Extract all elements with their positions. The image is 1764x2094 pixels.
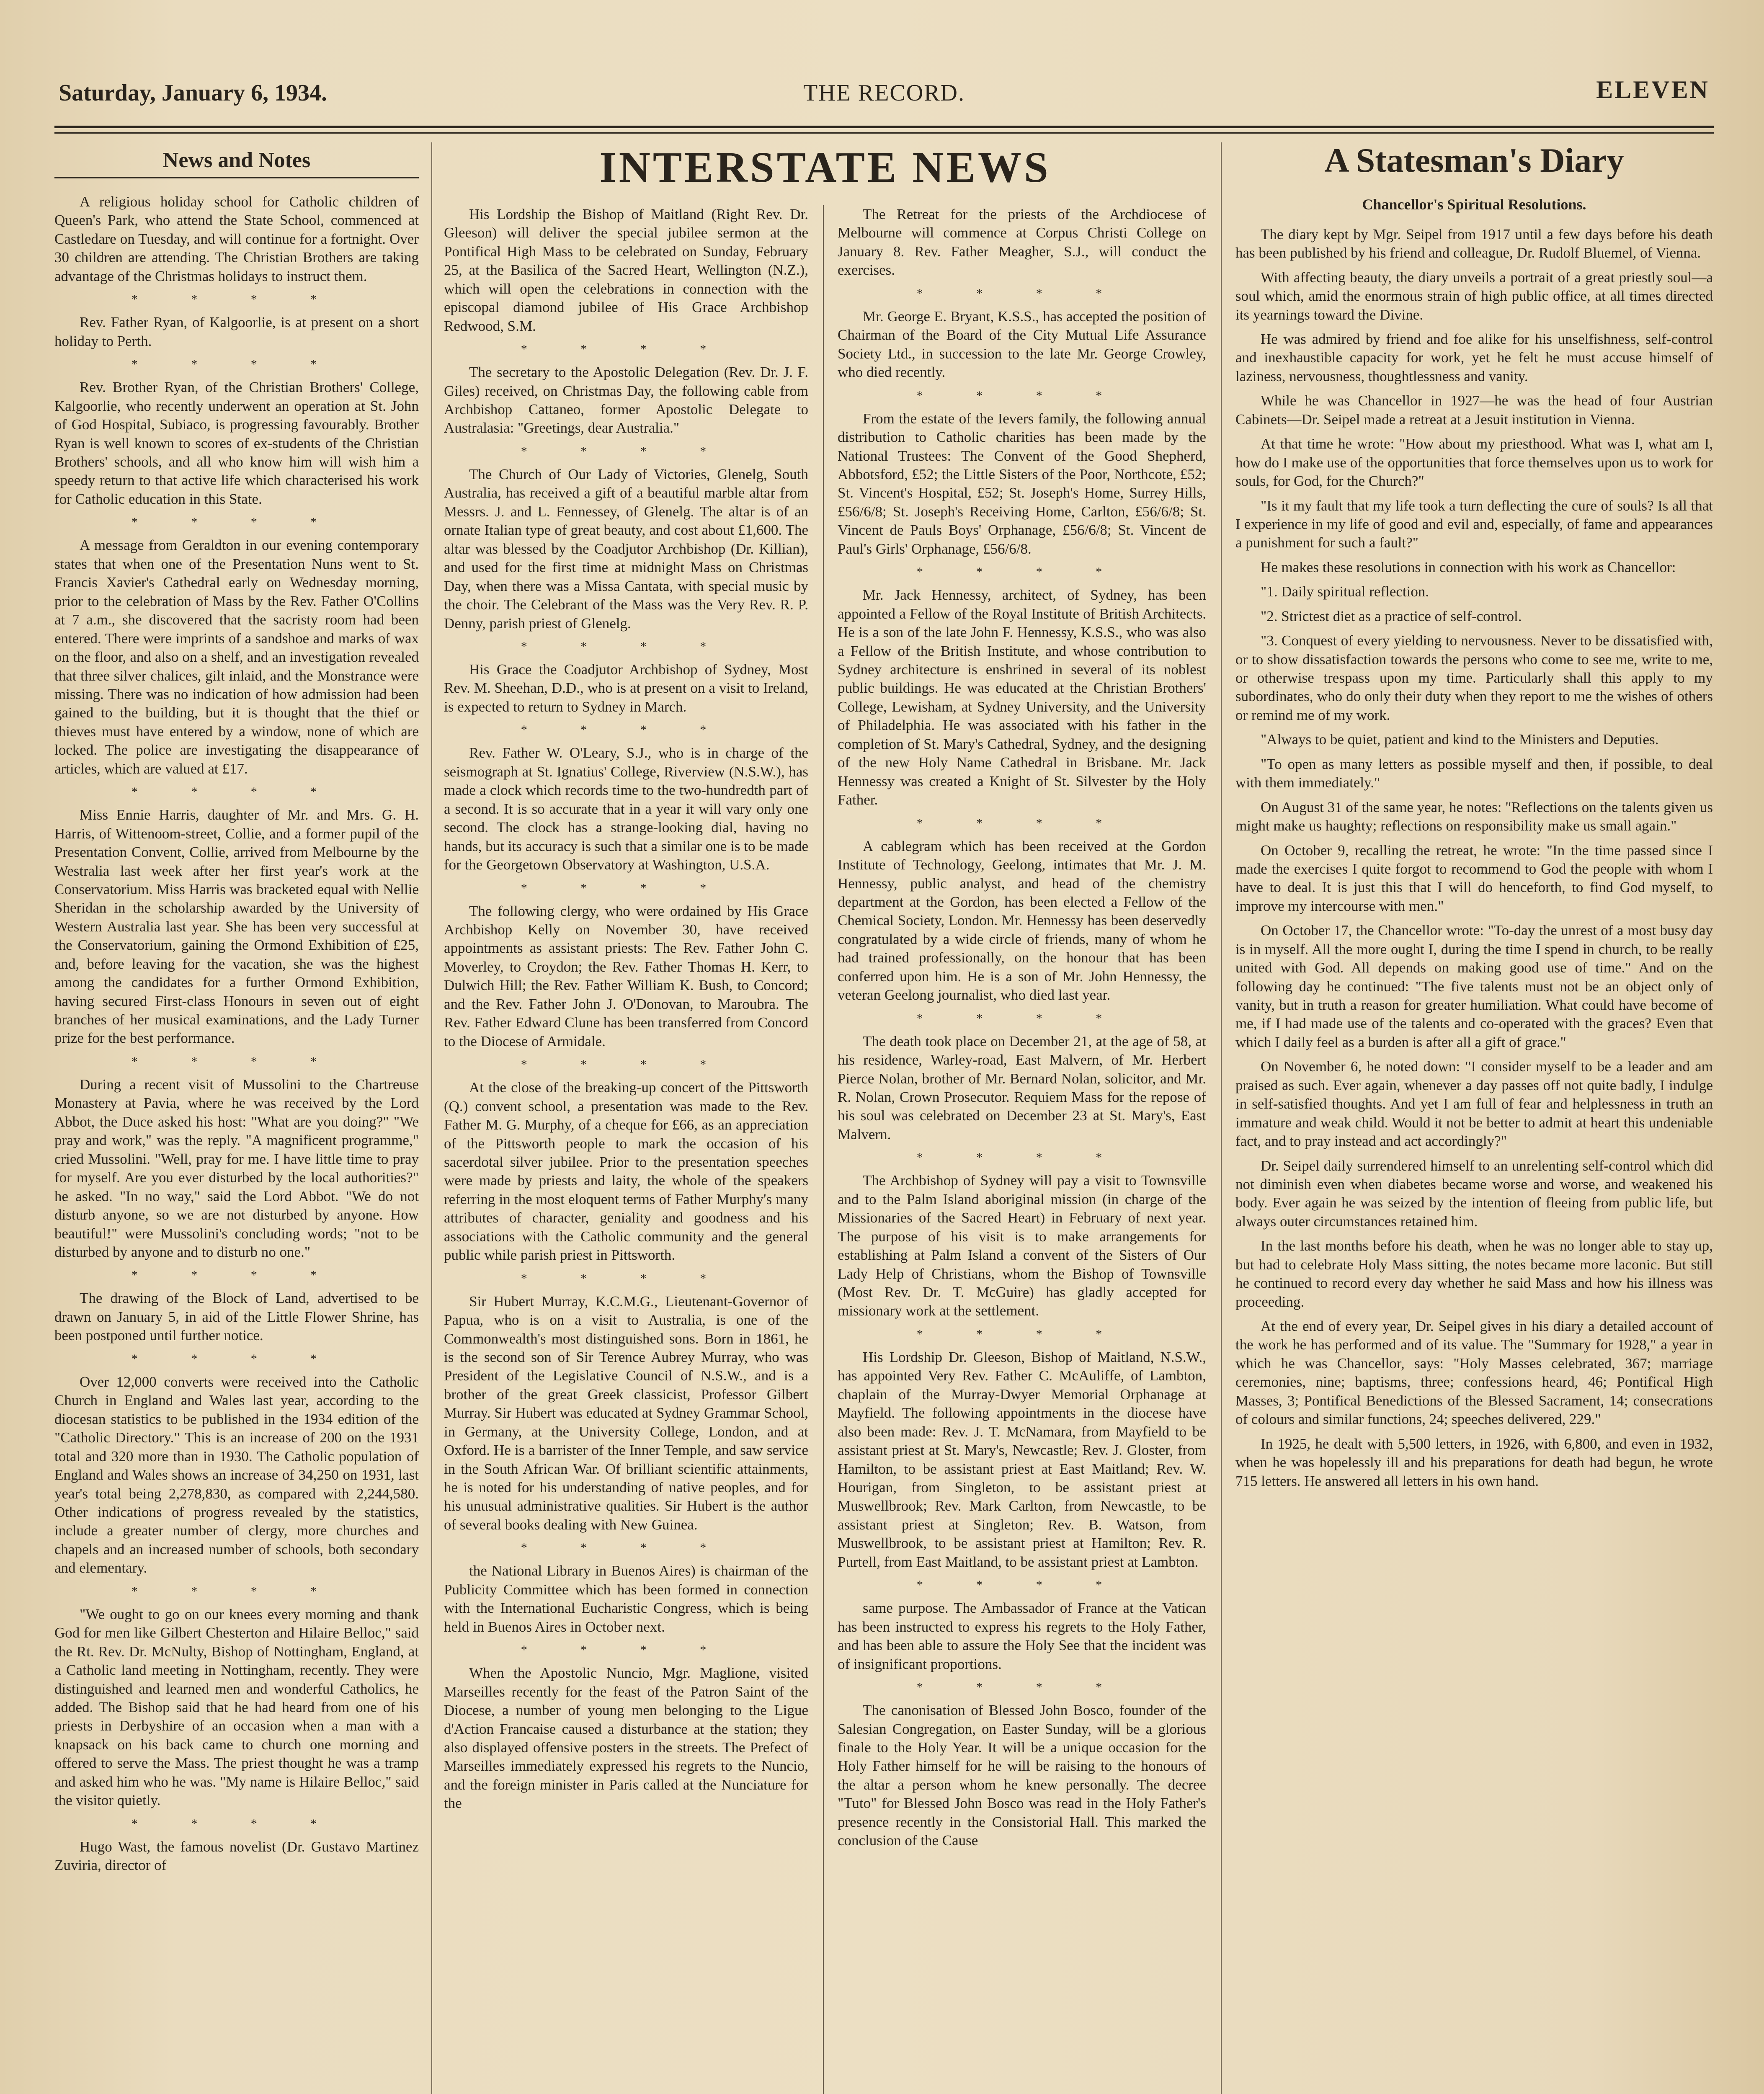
separator-stars: * * * *: [916, 1011, 1127, 1025]
header-rule-thin: [54, 132, 1714, 134]
separator-stars: * * * *: [521, 639, 732, 653]
paragraph: The death took place on December 21, at the age of 58, at his residence, Warley-road, East Malvern, of Mr. Herbert Pierce Nolan, brother of Mr. Bernard Nolan, solicitor, and Mr. R. Nolan, Crown Prosecutor. Requiem Mass for the repose of his soul was celebrated on December 23 at St. Mary's, East Malvern.: [838, 1033, 1206, 1142]
paragraph: Miss Ennie Harris, daughter of Mr. and Mrs. G. H. Harris, of Wittenoom-street, Collie, and a former pupil of the Presentation Convent, Collie, arrived from Melbourne by the Westralia last week after her first year's work at the Conservatorium. Miss Harris was bracketed equal with Nellie Sheridan in the scholarship awarded by the University of Western Australia last year. She has been very successful at the Conservatorium, gaining the Ormond Exhibition of £25, and, before leaving for the vacation, she was the highest among the candidates for a further Ormond Exhibition, having secured First-class Honours in seven out of eight branches of her musical examinations, and the Lady Turner prize for the best performance.: [54, 807, 419, 1047]
separator-stars: * * * *: [521, 1643, 732, 1657]
paragraph: The drawing of the Block of Land, advertised to be drawn on January 5, in aid of the Little Flower Shrine, has been postponed until further notice.: [54, 1290, 419, 1344]
interstate-news-column-b: [838, 205, 1206, 2094]
issue-date: Saturday, January 6, 1934.: [59, 80, 327, 106]
separator-stars: * * * *: [521, 1541, 732, 1555]
column-divider: [431, 142, 432, 2094]
paragraph: Mr. Jack Hennessy, architect, of Sydney, has been appointed a Fellow of the Royal Institute of British Architects. He is a son of the late John F. Hennessy, K.S.S., who was also a Fellow of the British Institute, and whose contribution to Sydney architecture is enshrined in several of its noblest public buildings. He was educated at the Christian Brothers' College, Lewisham, at Sydney University, and the University of Philadelphia. He was associated with his father in the completion of St. Mary's Cathedral, Sydney, and the designing of the new Holy Name Cathedral in Brisbane. Mr. Jack Hennessy was created a Knight of St. Silvester by the Holy Father.: [838, 587, 1206, 808]
paragraph: Rev. Father W. O'Leary, S.J., who is in charge of the seismograph at St. Ignatius' College, Riverview (N.S.W.), has made a clock which records time to the two-hundredth part of a second. It is so accurate that in a year it will vary only one second. The clock has a strange-looking dial, having no hands, but its accuracy is such that a similar one is to be made for the Georgetown Observatory at Washington, U.S.A.: [444, 745, 808, 873]
separator-stars: * * * *: [131, 292, 342, 307]
paragraph: Rev. Father Ryan, of Kalgoorlie, is at present on a short holiday to Perth.: [54, 314, 419, 349]
header-rule: [54, 126, 1714, 128]
paragraph: The canonisation of Blessed John Bosco, founder of the Salesian Congregation, on Easter Sunday, will be a glorious finale to the Holy Year. It will be a unique occasion for the Holy Father himself for he will be raising to the honours of the altar a person whom he knew personally. The decree "Tuto" for Blessed John Bosco was read in the Holy Father's presence recently in the Consistorial Hall. This marked the conclusion of the Cause: [838, 1702, 1206, 1849]
separator-stars: * * * *: [916, 1578, 1127, 1592]
paragraph: The secretary to the Apostolic Delegation (Rev. Dr. J. F. Giles) received, on Christmas Day, the following cable from Archbishop Cattaneo, former Apostolic Delegate to Australasia: "Greetings, dear Australia.": [444, 364, 808, 436]
paragraph: The following clergy, who were ordained by His Grace Archbishop Kelly on November 30, have received appointments as assistant priests: The Rev. Father John C. Moverley, to Croydon; the Rev. Father Thomas H. Kerr, to Dulwich Hill; the Rev. Father William K. Bush, to Concord; and the Rev. Father John J. O'Donovan, to Maroubra. The Rev. Father Edward Clune has been transferred from Concord to the Diocese of Armidale.: [444, 903, 808, 1050]
article-body: [444, 205, 808, 1813]
interstate-news-banner: INTERSTATE NEWS: [599, 143, 1051, 191]
paragraph: "Always to be quiet, patient and kind to the Ministers and Deputies.: [1261, 731, 1659, 748]
paragraph: When the Apostolic Nuncio, Mgr. Maglione, visited Marseilles recently for the feast of the Patron Saint of the Diocese, a number of young men belonging to the Ligue d'Action Francaise caused a disturbance at the station; they also displayed offensive posters in the streets. The Prefect of Marseilles immediately expressed his regrets to the Nuncio, and the foreign minister in Paris called at the Nunciature for the: [444, 1665, 808, 1812]
article-subtitle: Chancellor's Spiritual Resolutions.: [1362, 196, 1586, 213]
paragraph: With affecting beauty, the diary unveils a portrait of a great priestly soul—a soul which, amid the enormous strain of high public office, at all times directed its yearnings toward the Divine.: [1235, 269, 1713, 323]
paragraph: His Lordship Dr. Gleeson, Bishop of Maitland, N.S.W., has appointed Very Rev. Father C. McAuliffe, of Lambton, chaplain of the Murray-Dwyer Memorial Orphanage at Mayfield. The following appointments in the diocese have also been made: Rev. J. T. McNamara, from Mayfield to be assistant priest at St. Mary's, Newcastle; Rev. J. Gloster, from Hamilton, to be assistant priest at East Maitland; Rev. W. Hourigan, from Singleton, to be assistant priest at Muswellbrook; Rev. Mark Carlton, from Newcastle, to be assistant priest at Singleton; Rev. B. Watson, from Muswellbrook, to be assistant priest at Hamilton; Rev. R. Purtell, from East Maitland, to be assistant priest at Lambton.: [838, 1349, 1206, 1570]
section-title: News and Notes: [162, 148, 311, 172]
separator-stars: * * * *: [916, 1680, 1127, 1694]
paragraph: At the close of the breaking-up concert of the Pittsworth (Q.) convent school, a presentation was made to the Rev. Father M. G. Murphy, of a cheque for £66, as an appreciation of the Pittsworth people to mark the occasion of his sacerdotal silver jubilee. Prior to the presentation speeches were made by priests and laity, the whole of the speakers referring in the most eloquent terms of Father Murphy's many attributes of character, geniality and goodness and his associations with the Catholic community and the general public while parish priest in Pittsworth.: [444, 1079, 808, 1264]
paragraph: On August 31 of the same year, he notes: "Reflections on the talents given us might make us haughty; reflections on responsibility make us small again.": [1235, 799, 1713, 834]
article-title: A Statesman's Diary: [1324, 142, 1624, 179]
paragraph: A religious holiday school for Catholic children of Queen's Park, who attend the State School, commenced at Castledare on Tuesday, and will continue for a fortnight. Over 30 children are attending. The Christian Brothers are taking advantage of the Christmas holidays to instruct them.: [54, 193, 419, 284]
paragraph: The Archbishop of Sydney will pay a visit to Townsville and to the Palm Island aboriginal mission (in charge of the Missionaries of the Sacred Heart) in February of next year. The purpose of his visit is to make arrangements for establishing at Palm Island a convent of the Sisters of Our Lady Help of Christians, whom the Bishop of Townsville (Most Rev. Dr. T. McGuire) has gladly accepted for missionary work at the settlement.: [838, 1172, 1206, 1319]
column-divider: [1221, 142, 1222, 2094]
separator-stars: * * * *: [916, 565, 1127, 579]
paragraph: The diary kept by Mgr. Seipel from 1917 until a few days before his death has been published by his friend and colleague, Dr. Rudolf Bluemel, of Vienna.: [1235, 226, 1713, 261]
paragraph: A message from Geraldton in our evening contemporary states that when one of the Presentation Nuns went to St. Francis Xavier's Cathedral early on Wednesday morning, prior to the celebration of Mass by the Rev. Father O'Collins at 7 a.m., she discovered that the sacristy room had been entered. There were imprints of a sandshoe and marks of wax on the floor, and also on a shelf, and an investigation revealed that three silver chalices, gilt inlaid, and the Monstrance were missing. There was no indication of how admission had been gained to the building, but it is thought that the thief or thieves must have entered by a window, none of which are locked. The police are investigating the disappearance of articles, which are valued at £17.: [54, 537, 419, 777]
separator-stars: * * * *: [916, 1327, 1127, 1341]
separator-stars: * * * *: [131, 357, 342, 371]
statesmans-diary-column: [1235, 142, 1713, 2094]
paragraph: On October 9, recalling the retreat, he wrote: "In the time passed since I made the exercises I quite forgot to recommend to God the people with whom I have to deal. It is just this that I will do henceforth, to find God myself, to improve my intercourse with men.": [1235, 842, 1713, 914]
paragraph: His Grace the Coadjutor Archbishop of Sydney, Most Rev. M. Sheehan, D.D., who is at present on a visit to Ireland, is expected to return to Sydney in March.: [444, 661, 808, 715]
page-number: ELEVEN: [1596, 76, 1710, 103]
article-body: [838, 205, 1206, 1850]
separator-stars: * * * *: [916, 816, 1127, 830]
separator-stars: * * * *: [521, 342, 732, 356]
news-and-notes-column: [54, 142, 419, 2094]
separator-stars: * * * *: [131, 1584, 342, 1598]
separator-stars: * * * *: [521, 723, 732, 737]
paragraph: On October 17, the Chancellor wrote: "To-day the unrest of a most busy day is in myself. All the more ought I, during the time I spend in church, to be really united with God. All depends on making good use of time." And on the following day he continued: "The five talents must not be an object only of vanity, but in truth a reason for greater humiliation. What could have become of me, if I had made use of the talents and co-operated with the graces? Even that which I daily feel as a burden is after all a gift of grace.": [1235, 922, 1713, 1050]
column-divider: [823, 205, 824, 2094]
separator-stars: * * * *: [916, 286, 1127, 300]
paragraph: "We ought to go on our knees every morning and thank God for men like Gilbert Chesterton and Hilaire Belloc," said the Rt. Rev. Dr. McNulty, Bishop of Nottingham, England, at a Catholic land meeting in Nottingham, recently. They were distinguished and learned men and wonderful Catholics, he added. The Bishop said that he had heard from one of his priests in Derbyshire of an occasion when a man with a knapsack on his back came to church one morning and offered to serve the Mass. The priest thought he was a tramp and asked him who he was. "My name is Hilaire Belloc," said the visitor quietly.: [54, 1606, 419, 1809]
paragraph: His Lordship the Bishop of Maitland (Right Rev. Dr. Gleeson) will deliver the special jubilee sermon at the Pontifical High Mass to be celebrated on Sunday, February 25, at the Basilica of the Sacred Heart, Wellington (N.Z.), which will open the celebrations in connection with the episcopal diamond jubilee of His Grace Archbishop Redwood, S.M.: [444, 206, 808, 334]
separator-stars: * * * *: [916, 388, 1127, 402]
paragraph: Over 12,000 converts were received into the Catholic Church in England and Wales last year, according to the diocesan statistics to be published in the 1934 edition of the "Catholic Directory." This is an increase of 200 on the 1931 total and 320 more than in 1930. The Catholic population of England and Wales shows an increase of 34,250 on 1931, last year's total being 2,278,830, as compared with 2,244,580. Other indications of progress revealed by the statistics, include a greater number of clergy, more churches and chapels and an increased number of schools, both secondary and elementary.: [54, 1373, 419, 1576]
paragraph: the National Library in Buenos Aires) is chairman of the Publicity Committee which has been formed in connection with the International Eucharistic Congress, which is being held in Buenos Aires in October next.: [444, 1563, 808, 1635]
paragraph: He makes these resolutions in connection with his work as Chancellor:: [1261, 559, 1676, 575]
separator-stars: * * * *: [131, 515, 342, 529]
separator-stars: * * * *: [521, 1271, 732, 1285]
paragraph: During a recent visit of Mussolini to the Chartreuse Monastery at Pavia, where he was received by the Lord Abbot, the Duce asked his host: "What are you doing?" "We pray and work," was the reply. "A magnificent programme," cried Mussolini. "Well, pray for me. I have little time to pray for myself. Are you ever disturbed by the local authorities?" he asked. "In no way," said the Lord Abbot. "We do not disturb anyone, so we are not disturbed by anyone. How beautiful!" were Mussolini's concluding words; "not to be disturbed by anyone and to disturb no one.": [54, 1076, 419, 1260]
paragraph: same purpose. The Ambassador of France at the Vatican has been instructed to express his regrets to the Holy Father, and has been able to assure the Holy See that the incident was of insignificant proportions.: [838, 1600, 1206, 1672]
separator-stars: * * * *: [131, 1351, 342, 1366]
paragraph: Rev. Brother Ryan, of the Christian Brothers' College, Kalgoorlie, who recently underwent an operation at St. John of God Hospital, Subiaco, is progressing favourably. Brother Ryan is well known to scores of ex-students of the Christian Brothers' schools, and all who know him will wish him a speedy return to that active life which characterised his work for Catholic education in this State.: [54, 379, 419, 507]
separator-stars: * * * *: [521, 444, 732, 458]
page-header: [54, 71, 1714, 121]
paragraph: At the end of every year, Dr. Seipel gives in his diary a detailed account of the work he has performed and of its value. The "Summary for 1928," a year in which he was Chancellor, says: "Holy Masses celebrated, 367; marriage ceremonies, nine; baptisms, three; confessions heard, 46; Pontifical High Masses, 3; Pontifical Benedictions of the Blessed Sacrament, 14; consecrations of colours and similar functions, 24; speeches delivered, 229.": [1235, 1318, 1713, 1428]
paragraph: Hugo Wast, the famous novelist (Dr. Gustavo Martinez Zuviria, director of: [54, 1838, 419, 1874]
paragraph: "Is it my fault that my life took a turn deflecting the cure of souls? Is all that I experience in my life of good and evil and, especially, of fame and appearances a punishment for such a fault?": [1235, 497, 1713, 551]
paragraph: At that time he wrote: "How about my priesthood. What was I, what am I, how do I make use of the opportunities that force themselves upon us to work for souls, for God, for the Church?": [1235, 436, 1713, 490]
paragraph: "3. Conquest of every yielding to nervousness. Never to be dissatisfied with, or to show dissatisfaction towards the persons who come to see me, write to me, or otherwise trespass upon my time. Particularly shall this apply to my subordinates, who do only their duty when they report to me the wishes of others or remind me of my work.: [1235, 632, 1713, 723]
separator-stars: * * * *: [521, 881, 732, 895]
paragraph: In the last months before his death, when he was no longer able to stay up, but had to celebrate Holy Mass sitting, the notes became more laconic. But still he continued to record every day whether he said Mass and how his illness was proceeding.: [1235, 1238, 1713, 1310]
interstate-news-column-a: [444, 205, 808, 2094]
paragraph: "1. Daily spiritual reflection.: [1261, 583, 1429, 600]
paragraph: The Retreat for the priests of the Archdiocese of Melbourne will commence at Corpus Christi College on January 8. Rev. Father Meagher, S.J., will conduct the exercises.: [838, 206, 1206, 279]
paragraph: "To open as many letters as possible myself and then, if possible, to deal with them immediately.": [1235, 756, 1713, 791]
paragraph: On November 6, he noted down: "I consider myself to be a leader and am praised as such. Ever again, whenever a day passes off not quite badly, I indulge in self-satisfied thoughts. And yet I am full of fear and helplessness in truth an immature and weak child. Would it not be better to admit at heart this undeniable fact, and to pray instead and act accordingly?": [1235, 1058, 1713, 1150]
paragraph: Mr. George E. Bryant, K.S.S., has accepted the position of Chairman of the Board of the City Mutual Life Assurance Society Ltd., in succession to the late Mr. George Crowley, who died recently.: [838, 308, 1206, 381]
separator-stars: * * * *: [131, 1268, 342, 1282]
paragraph: From the estate of the Ievers family, the following annual distribution to Catholic charities has been made by the National Trustees: The Convent of the Good Shepherd, Abbotsford, £52; the Little Sisters of the Poor, Northcote, £52; St. Vincent's Hospital, £52; St. Joseph's Home, Surrey Hills, £56/6/8; St. Joseph's Receiving Home, Carlton, £56/6/8; St. Vincent de Pauls Boys' Orphanage, £56/6/8; St. Vincent de Paul's Girls' Orphanage, £56/6/8.: [838, 410, 1206, 557]
paper-name: THE RECORD.: [803, 80, 965, 106]
separator-stars: * * * *: [131, 1816, 342, 1831]
section-rule: [54, 177, 419, 178]
separator-stars: * * * *: [916, 1150, 1127, 1165]
paragraph: Dr. Seipel daily surrendered himself to an unrelenting self-control which did not diminish even when diabetes became worse and worse, and weakened his body. Ever again he was seized by the intention of fleeing from public life, but always outer circumstances retained him.: [1235, 1157, 1713, 1230]
paragraph: In 1925, he dealt with 5,500 letters, in 1926, with 6,800, and even in 1932, when he was hopelessly ill and his preparations for death had begun, he wrote 715 letters. He answered all letters in his own hand.: [1235, 1435, 1713, 1489]
separator-stars: * * * *: [521, 1057, 732, 1072]
paragraph: He was admired by friend and foe alike for his unselfishness, self-control and inexhaustible capacity for work, yet he felt he must accuse himself of laziness, nervousness, thoughtlessness and vanity.: [1235, 331, 1713, 384]
separator-stars: * * * *: [131, 785, 342, 799]
paragraph: Sir Hubert Murray, K.C.M.G., Lieutenant-Governor of Papua, who is on a visit to Australia, is one of the Commonwealth's most distinguished sons. Born in 1861, he is the second son of Sir Terence Aubrey Murray, who was President of the Legislative Council of N.S.W., and is a brother of the great Greek classicist, Professor Gilbert Murray. Sir Hubert was educated at Sydney Grammar School, in Germany, at the University College, London, and at Oxford. He is a barrister of the Inner Temple, and saw service in the South African War. Of brilliant scientific attainments, he is noted for his understanding of native peoples, and for his unusual administrative qualities. Sir Hubert is the author of several books dealing with New Guinea.: [444, 1293, 808, 1533]
paragraph: While he was Chancellor in 1927—he was the head of four Austrian Cabinets—Dr. Seipel made a retreat at a Jesuit institution in Vienna.: [1235, 392, 1713, 428]
paragraph: A cablegram which has been received at the Gordon Institute of Technology, Geelong, intimates that Mr. J. M. Hennessy, public analyst, and head of the chemistry department at the Gordon, has been elected a Fellow of the Chemical Society, London. Mr. Hennessy has been deservedly congratulated by a wide circle of friends, many of whom he had trained professionally, on the honour that has been conferred upon him. He is a son of Mr. John Hennessy, the veteran Geelong journalist, who died last year.: [838, 838, 1206, 1003]
separator-stars: * * * *: [131, 1054, 342, 1068]
paragraph: "2. Strictest diet as a practice of self-control.: [1261, 608, 1522, 624]
paragraph: The Church of Our Lady of Victories, Glenelg, South Australia, has received a gift of a beautiful marble altar from Messrs. J. and L. Fennessey, of Glenelg. The altar is of an ornate Italian type of great beauty, and cost about £1,600. The altar was blessed by the Coadjutor Archbishop (Dr. Killian), and used for the first time at midnight Mass on Christmas Day, when there was a Missa Cantata, with special music by the choir. The Celebrant of the Mass was the Very Rev. R. P. Denny, parish priest of Glenelg.: [444, 466, 808, 632]
article-body: [1235, 225, 1713, 1491]
article-body: [54, 193, 419, 1875]
